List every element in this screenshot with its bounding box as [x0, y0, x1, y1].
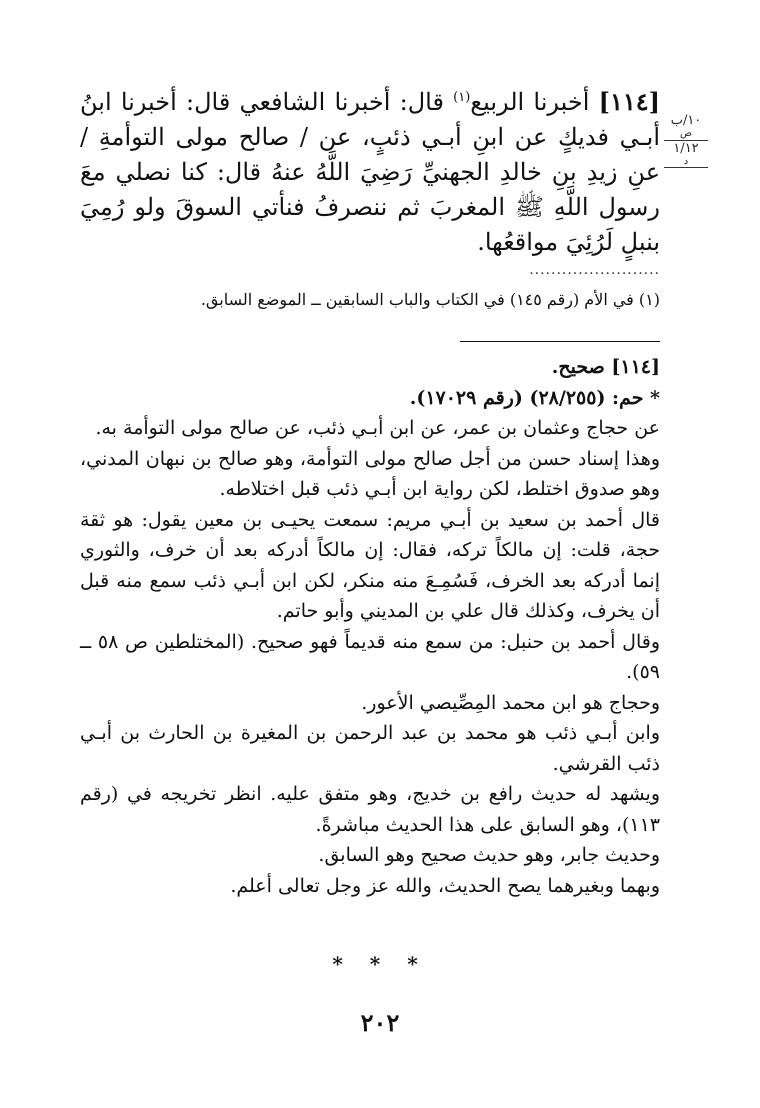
- commentary-paragraph: وحديث جابر، وهو حديث صحيح وهو السابق.: [318, 844, 660, 866]
- commentary: [80, 352, 660, 901]
- hadith-line1-b: قال: أخبرنا الشافعي قال: أخبرنا ابنُ: [80, 88, 444, 116]
- separator-dots: ........................: [529, 262, 660, 278]
- hadith-paragraph: [80, 84, 660, 260]
- honorific-phrase: رَضِيَ اللَّهُ عنهُ: [271, 158, 413, 186]
- manuscript-margin-references: [664, 114, 708, 168]
- manuscript-ref-top: [664, 114, 708, 141]
- commentary-paragraph: عن حجاج وعثمان بن عمر، عن ابن أبـي ذئب، عن صالح مولى التوأمة به.: [95, 417, 660, 439]
- manuscript-ref-top-label: ص: [679, 128, 693, 139]
- hadith-line3-a: الجهنيِّ: [422, 158, 490, 186]
- footnote-marker: (١): [453, 90, 471, 105]
- manuscript-ref-bottom: [664, 141, 708, 168]
- commentary-paragraph: قال أحمد بن سعيد بن أبـي مريم: سمعت يحيـى بن معين يقول: هو ثقة حجة، قلت: إن مالكاً تركه، فقال: إن مالكاً أدركه بعد أن خرف، والثوري إنما أدركه بعد الخرف، فَسُمِـعَ منه منكر، لكن ابن أبـي ذئب سمع منه قبل أن يخرف، وكذلك قال علي بن المديني وأبو حاتم.: [80, 508, 660, 622]
- hadith-number: [١١٤]: [598, 87, 660, 116]
- commentary-paragraph: وحجاج هو ابن محمد المِصِّيصي الأعور.: [361, 691, 660, 714]
- hadith-line1-a: أخبرنا الربيع: [470, 88, 590, 116]
- hadith-line2: أبـي فديكٍ عن ابنِ أبـي ذئبٍ، عن / صالح مولى التوأمةِ / عنِ زيدِ بنِ خالدِ: [80, 123, 661, 186]
- commentary-heading: [١١٤] صحيح.: [551, 356, 660, 378]
- commentary-paragraph: وابن أبـي ذئب هو محمد بن عبد الرحمن بن المغيرة بن الحارث بن أبـي ذئب القرشي.: [80, 722, 660, 775]
- section-divider: [460, 341, 660, 342]
- manuscript-ref-bottom-label: د: [683, 156, 689, 167]
- hadith-line3-c: قال: كنا نصلي معَ رسول اللَّهِ ﷺ المغربَ ثم: [80, 158, 660, 221]
- manuscript-ref-bottom-value: ١/١٢: [673, 141, 699, 156]
- commentary-paragraph: وهذا إسناد حسن من أجل صالح مولى التوأمة، وهو صالح بن نبهان المدني، وهو صدوق اختلط، لكن رواية ابن أبـي ذئب قبل اختلاطه.: [80, 447, 660, 500]
- end-marks: * * *: [332, 952, 428, 976]
- source-line: * حم: (٢٨/٢٥٥) (رقم ١٧٠٢٩).: [409, 386, 660, 409]
- commentary-paragraph: وقال أحمد بن حنبل: من سمع منه قديماً فهو صحيح. (المختلطين ص ٥٨ ــ ٥٩).: [80, 630, 660, 683]
- page-number: ٢٠٢: [360, 1008, 400, 1037]
- hadith-line4: ننصرفُ فنأتي السوقَ ولو رُمِيَ بنبلٍ لَرُئِيَ مواقعُها.: [80, 193, 660, 256]
- commentary-paragraph: ويشهد له حديث رافع بن خديج، وهو متفق عليه. انظر تخريجه في (رقم ١١٣)، وهو السابق على هذا الحديث مباشرةً.: [80, 783, 660, 836]
- hadith-text: [80, 84, 660, 260]
- manuscript-ref-top-value: ١٠/ب: [670, 113, 702, 128]
- commentary-paragraph: وبهما وبغيرهما يصح الحديث، والله عز وجل تعالى أعلم.: [230, 874, 660, 897]
- footnote: (١) في الأم (رقم ١٤٥) في الكتاب والباب السابقين ــ الموضع السابق.: [200, 290, 660, 309]
